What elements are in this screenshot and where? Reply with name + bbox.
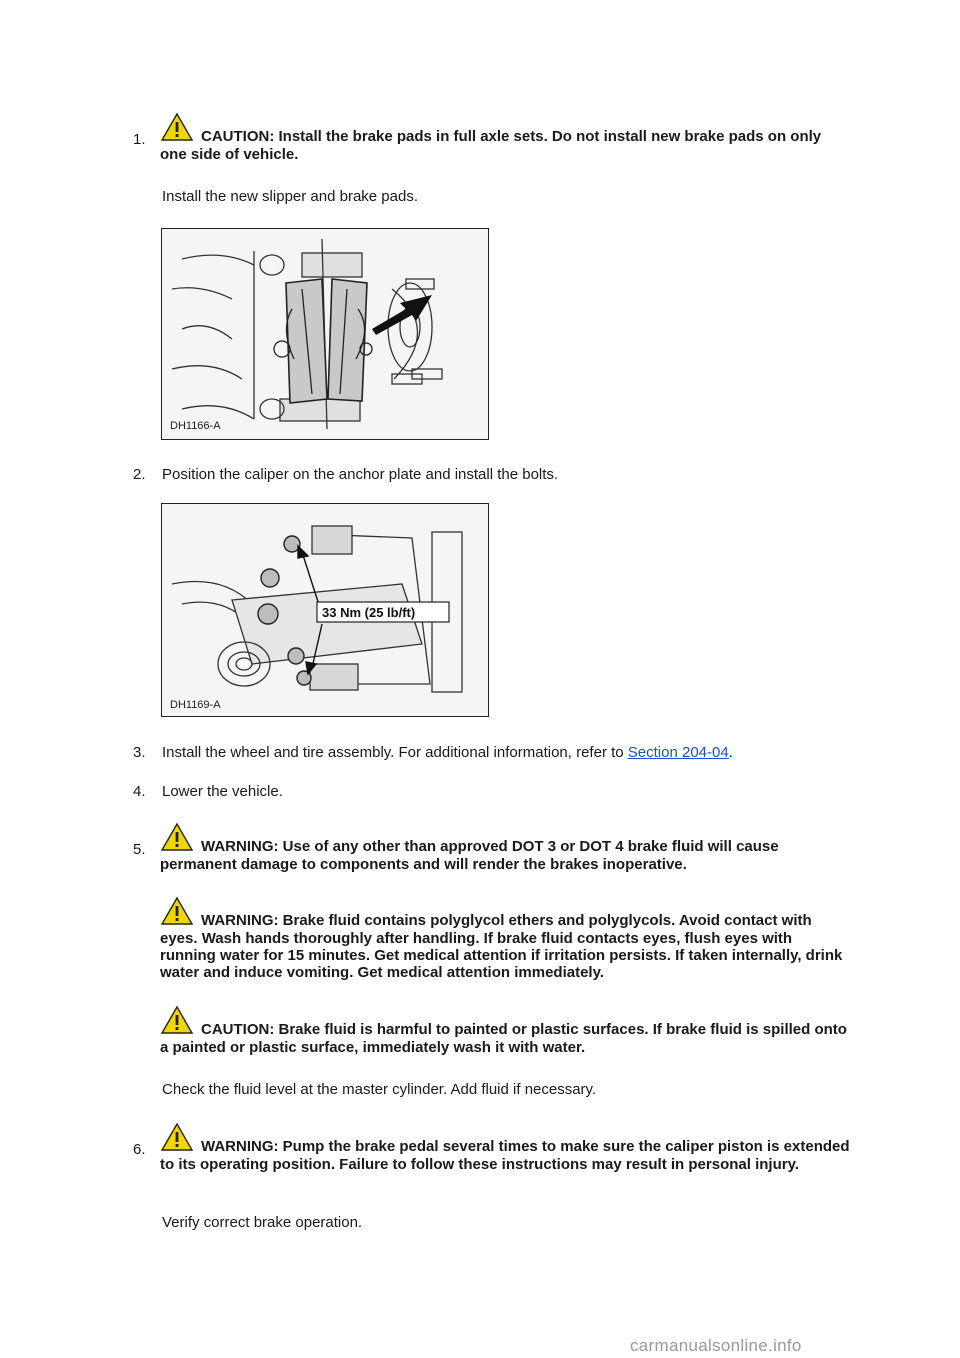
warning-triangle-icon (160, 1122, 194, 1156)
figure-code: DH1166-A (170, 420, 221, 432)
link-trailing: . (728, 744, 733, 761)
watermark: carmanualsonline.info (630, 1336, 802, 1355)
step-instruction: Verify correct brake operation. (162, 1214, 363, 1231)
torque-label: 33 Nm (25 lb/ft) (322, 605, 416, 620)
caliper-illustration (162, 504, 488, 716)
step-number: 1. (133, 131, 146, 148)
step-number: 6. (133, 1141, 146, 1158)
step-instruction (162, 743, 733, 762)
figure-brake-pads (161, 228, 489, 440)
warning-notice (160, 822, 850, 873)
warning-notice (160, 1122, 850, 1173)
warning-triangle-icon (160, 822, 194, 856)
caution-text: CAUTION: Brake fluid is harmful to painted or plastic surfaces. If brake fluid is spilled onto a painted or plastic surface, immediately wash it with water. (160, 1021, 847, 1056)
warning-text: WARNING: Pump the brake pedal several times to make sure the caliper piston is extended to its operating position. Failure to follow these instructions may result in personal injury. (160, 1138, 850, 1173)
step-number: 3. (133, 744, 146, 761)
step-instruction: Lower the vehicle. (162, 783, 283, 800)
section-link[interactable]: Section 204-04 (627, 744, 729, 761)
warning-triangle-icon (160, 896, 194, 930)
step-instruction: Position the caliper on the anchor plate and install the bolts. (162, 466, 559, 483)
warning-triangle-icon (160, 112, 194, 146)
step-number: 4. (133, 783, 146, 800)
brake-pad-illustration (162, 229, 488, 439)
figure-code: DH1169-A (170, 699, 221, 711)
step-instruction: Install the new slipper and brake pads. (162, 188, 418, 205)
warning-notice (160, 896, 850, 981)
warning-text: WARNING: Use of any other than approved DOT 3 or DOT 4 brake fluid will cause permanent damage to components and will render the brakes inoperative. (160, 838, 779, 873)
step-number: 2. (133, 466, 146, 483)
warning-text: WARNING: Brake fluid contains polyglycol ethers and polyglycols. Avoid contact with eyes. Wash hands thoroughly after handling. If brake fluid contacts eyes, flush eyes with running water for 15 minutes. Get medical attention if irritation persists. If taken internally, drink water and induce vomiting. Get medical attention immediately. (160, 912, 843, 981)
caution-notice (160, 1005, 850, 1056)
figure-caliper-bolts (161, 503, 489, 717)
caution-notice (160, 112, 850, 163)
warning-triangle-icon (160, 1005, 194, 1039)
caution-text: CAUTION: Install the brake pads in full axle sets. Do not install new brake pads on only one side of vehicle. (160, 128, 822, 163)
instruction-text: Install the wheel and tire assembly. For additional information, refer to (162, 744, 624, 761)
step-instruction: Check the fluid level at the master cylinder. Add fluid if necessary. (162, 1081, 597, 1098)
step-number: 5. (133, 841, 146, 858)
